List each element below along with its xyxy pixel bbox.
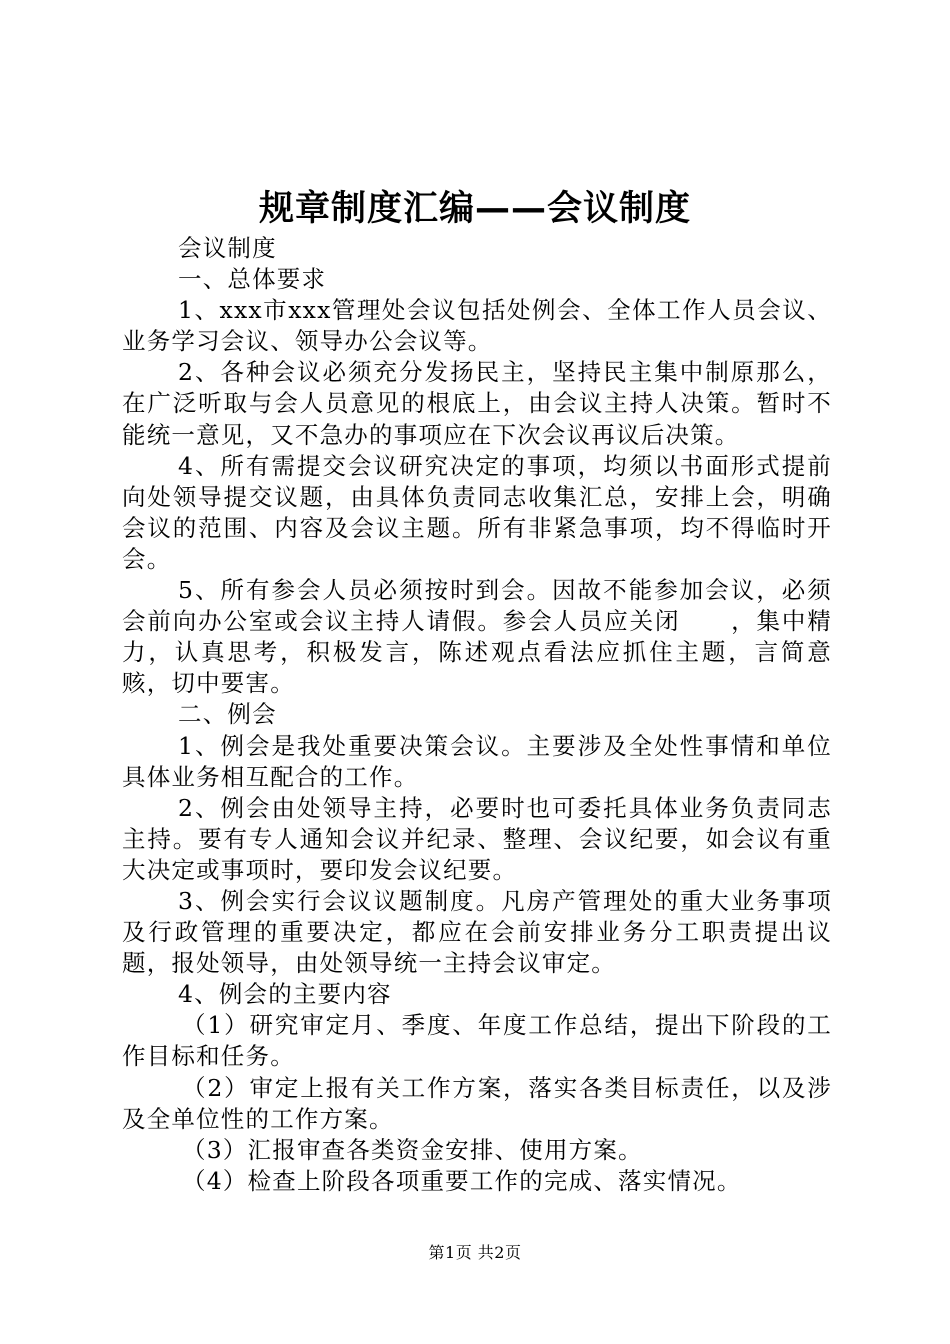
paragraph-general-requirements-heading: 一、总体要求 xyxy=(178,265,327,294)
paragraph-regular-item-2: 2、例会由处领导主持，必要时也可委托具体业务负责同志主持。要有专人通知会议并纪录、整理、会议纪要，如会议有重大决定或事项时，要印发会议纪要。 xyxy=(122,793,832,884)
paragraph-item-5: 5、所有参会人员必须按时到会。因故不能参加会议，必须会前向办公室或会议主持人请假。参会人员应关闭 ，集中精力，认真思考，积极发言，陈述观点看法应抓住主题，言简意赅，切中要害。 xyxy=(122,576,832,698)
paragraph-subitem-1: （1）研究审定月、季度、年度工作总结，提出下阶段的工作目标和任务。 xyxy=(122,1011,832,1071)
paragraph-subitem-4: （4）检查上阶段各项重要工作的完成、落实情况。 xyxy=(182,1166,742,1195)
paragraph-regular-item-4: 4、例会的主要内容 xyxy=(178,980,392,1009)
paragraph-regular-item-1: 1、例会是我处重要决策会议。主要涉及全处性事情和单位具体业务相互配合的工作。 xyxy=(122,731,832,791)
document-body xyxy=(122,233,832,1197)
paragraph-regular-meeting-heading: 二、例会 xyxy=(178,700,277,729)
paragraph-regular-item-3: 3、例会实行会议议题制度。凡房产管理处的重大业务事项及行政管理的重要决定，都应在会前安排业务分工职责提出议题，报处领导，由处领导统一主持会议审定。 xyxy=(122,886,832,978)
paragraph-section-heading: 会议制度 xyxy=(178,234,277,262)
paragraph-subitem-3: （3）汇报审查各类资金安排、使用方案。 xyxy=(182,1135,643,1164)
paragraph-item-1: 1、xxx市xxx管理处会议包括处例会、全体工作人员会议、业务学习会议、领导办公会议等。 xyxy=(122,296,832,356)
paragraph-item-4: 4、所有需提交会议研究决定的事项，均须以书面形式提前向处领导提交议题，由具体负责同志收集汇总，安排上会，明确会议的范围、内容及会议主题。所有非紧急事项，均不得临时开会。 xyxy=(122,451,832,573)
document-title: 规章制度汇编——会议制度 xyxy=(258,189,691,229)
paragraph-item-2: 2、各种会议必须充分发扬民主，坚持民主集中制原那么，在广泛听取与会人员意见的根底上，由会议主持人决策。暂时不能统一意见，又不急办的事项应在下次会议再议后决策。 xyxy=(122,358,832,449)
paragraph-subitem-2: （2）审定上报有关工作方案，落实各类目标责任，以及涉及全单位性的工作方案。 xyxy=(122,1073,832,1133)
page-number-footer: 第1页 共2页 xyxy=(428,1243,522,1262)
